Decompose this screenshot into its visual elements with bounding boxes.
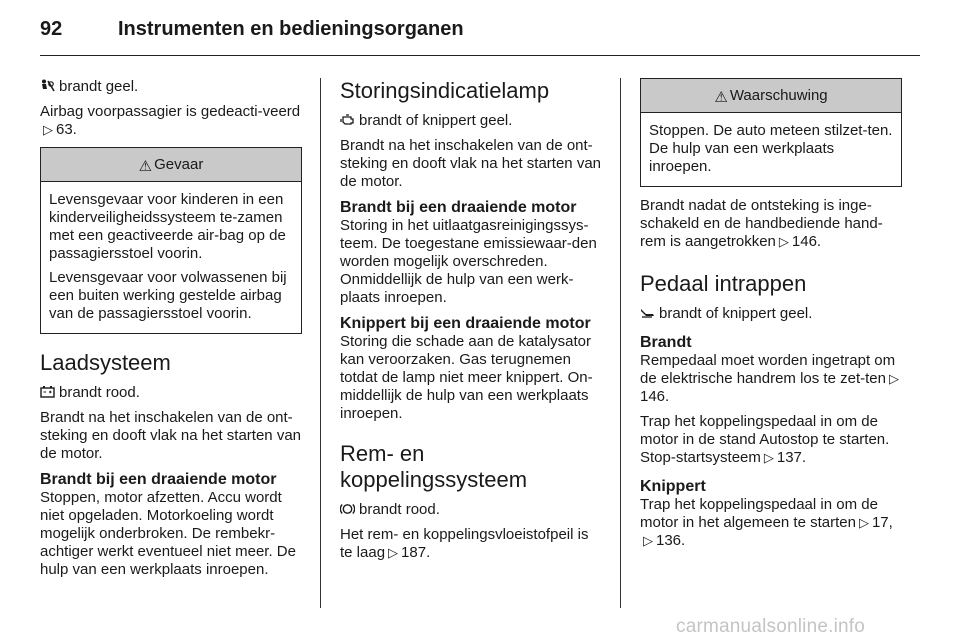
column-divider	[620, 78, 621, 608]
foot-pedal-icon	[640, 306, 655, 320]
brake-ref[interactable]: 187.	[401, 544, 431, 561]
clutch-paragraph	[640, 413, 902, 467]
storing-text: Brandt na het inschakelen van de ont-steking en dooft vlak na het starten van de motor.	[340, 137, 601, 190]
clutch-ref[interactable]: 137.	[776, 449, 807, 466]
danger-box-header	[41, 148, 301, 182]
brandt-heading: Brandt	[640, 334, 692, 351]
after-text: Brandt nadat de ontsteking is inge-schakeld en de handbediende hand-rem is aangetrokken	[640, 197, 883, 250]
brandt-paragraph	[640, 352, 902, 406]
blink-text: Storing die schade aan de katalysator kan veroorzaken. Gas terugnemen totdat de lamp niet meer knippert. On-middellijk de hulp van een werkplaats inroepen.	[340, 333, 593, 422]
brake-paragraph	[340, 526, 602, 562]
cross-reference-icon: ▷	[43, 122, 53, 137]
danger-title: Gevaar	[154, 156, 204, 173]
warning-box-header	[641, 79, 901, 113]
watermark: carmanualsonline.info	[676, 616, 866, 637]
danger-box-body	[41, 182, 301, 333]
knippert-heading: Knippert	[640, 478, 706, 495]
danger-paragraph-1: Levensgevaar voor kinderen in een kinderveiligheidssysteem te-zamen met een geactiveerde air-bag op de passagiersstoel voorin.	[49, 191, 286, 262]
airbag-text: Airbag voorpassagier is gedeacti-veerd	[40, 103, 301, 120]
column-3	[640, 78, 902, 557]
warning-triangle-icon: ⚠	[138, 158, 153, 175]
column-divider	[320, 78, 321, 608]
airbag-ref[interactable]: 63.	[56, 121, 77, 138]
page-header	[40, 14, 920, 56]
danger-box	[40, 147, 302, 334]
cross-reference-icon: ▷	[763, 450, 774, 465]
warning-box-body	[641, 113, 901, 186]
warning-text: Stoppen. De auto meteen stilzet-ten. De hulp van een werkplaats inroepen.	[649, 122, 893, 175]
warning-triangle-icon: ⚠	[714, 89, 728, 106]
cross-reference-icon: ▷	[888, 371, 899, 386]
danger-paragraph-2: Levensgevaar voor volwassenen bij een buiten werking gestelde airbag van de passagiersstoel voorin.	[49, 269, 287, 322]
storing-running-heading: Brandt bij een draaiende motor	[340, 199, 577, 216]
storing-running-text: Storing in het uitlaatgasreinigingssys-teem. De toegestane emissiewaar-den worden mogelijk overschreden. Onmiddellijk de hulp van een werk-plaats inroepen.	[340, 217, 597, 306]
brake-warning-icon	[340, 502, 355, 516]
airbag-status-text: brandt geel.	[59, 78, 139, 95]
warning-title: Waarschuwing	[729, 87, 828, 104]
airbag-paragraph	[40, 103, 302, 139]
brandt-ref[interactable]: 146.	[640, 388, 670, 405]
laadsysteem-status-text: brandt rood.	[59, 384, 140, 401]
knippert-text: Trap het koppelingspedaal in om de motor in het algemeen te starten	[640, 496, 878, 531]
page-number: 92	[40, 18, 63, 40]
cross-reference-icon: ▷	[778, 234, 789, 249]
brake-status-line	[340, 501, 602, 519]
laadsysteem-text: Brandt na het inschakelen van de ont-steking en dooft vlak na het starten van de motor.	[40, 409, 301, 462]
brandt-text: Rempedaal moet worden ingetrapt om de elektrische handrem los te zet-ten	[640, 352, 896, 387]
column-1	[40, 78, 302, 586]
knippert-paragraph	[640, 496, 902, 550]
storingsindicatielamp-heading: Storingsindicatielamp	[340, 78, 550, 103]
pedal-status-line	[640, 305, 902, 323]
airbag-off-icon	[40, 79, 55, 93]
brake-status-text: brandt rood.	[359, 501, 440, 518]
engine-check-icon	[340, 113, 355, 127]
cross-reference-icon: ▷	[388, 545, 399, 560]
laadsysteem-status-line	[40, 384, 302, 402]
brake-text: Het rem- en koppelingsvloeistofpeil is te laag	[340, 526, 589, 561]
warning-box	[640, 78, 902, 187]
page-title: Instrumenten en bedieningsorganen	[118, 18, 464, 40]
laadsysteem-heading: Laadsysteem	[40, 350, 171, 375]
after-ref[interactable]: 146.	[791, 233, 822, 250]
running-heading: Brandt bij een draaiende motor	[40, 471, 277, 488]
blink-heading: Knippert bij een draaiende motor	[340, 315, 591, 332]
battery-icon	[40, 385, 55, 399]
storing-status-line	[340, 112, 602, 130]
after-paragraph	[640, 197, 902, 251]
knippert-ref-2[interactable]: 136.	[656, 532, 686, 549]
pedal-heading: Pedaal intrappen	[640, 271, 807, 296]
clutch-text: Trap het koppelingspedaal in om de motor in de stand Autostop te starten. Stop-startsysteem	[640, 413, 890, 466]
column-2	[340, 78, 602, 569]
brake-heading: Rem- en koppelingssysteem	[340, 441, 528, 492]
cross-reference-icon: ▷	[643, 533, 653, 548]
storing-status-text: brandt of knippert geel.	[359, 112, 513, 129]
knippert-ref-1[interactable]: 17,	[871, 514, 893, 531]
running-text: Stoppen, motor afzetten. Accu wordt niet opgeladen. Motorkoeling wordt mogelijk onderbroken. De rembekr-achtiger werkt eventueel niet meer. De hulp van een werkplaats inroepen.	[40, 489, 296, 578]
pedal-status-text: brandt of knippert geel.	[659, 305, 813, 322]
cross-reference-icon: ▷	[858, 515, 869, 530]
airbag-status-line	[40, 78, 302, 96]
